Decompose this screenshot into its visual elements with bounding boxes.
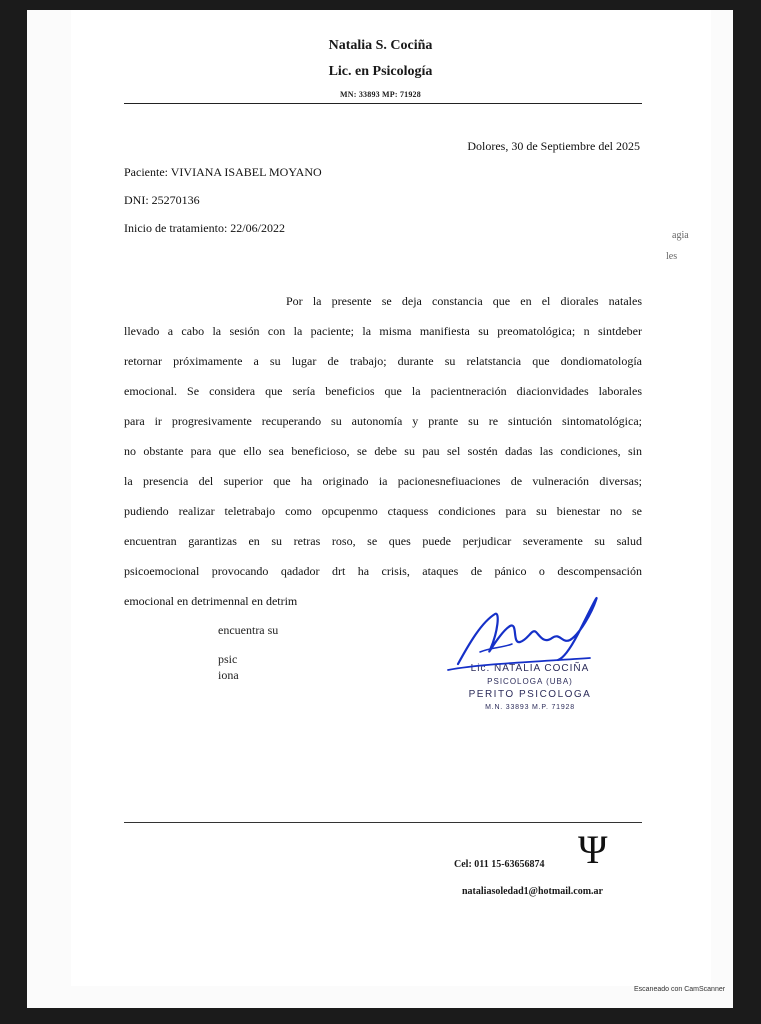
text-fragment: psic xyxy=(218,652,238,666)
edge-fragment: agia xyxy=(672,230,689,241)
body-line: psicoemocional provocando qadador drt ha crisis, ataques de pánico o descompensación xyxy=(124,564,642,578)
body-line: Por la presente se deja constancia que en el diorales natales xyxy=(286,294,642,308)
patient-dni: DNI: 25270136 xyxy=(124,193,200,207)
psychology-psi-icon: Ψ xyxy=(578,827,608,872)
header-divider xyxy=(124,103,642,104)
footer-divider xyxy=(124,822,642,823)
edge-fragment: les xyxy=(666,251,678,262)
treatment-start: Inicio de tratamiento: 22/06/2022 xyxy=(124,221,285,235)
stamp-role: PERITO PSICOLOGA xyxy=(468,689,592,700)
body-line: para ir progresivamente recuperando su autonomía y prante su re sintución sintomatológica; xyxy=(124,414,642,428)
body-line: pudiendo realizar teletrabajo como opcupenmo ctaquess condiciones para su bienestar no se xyxy=(124,504,642,518)
body-line: emocional. Se considera que sería beneficios que la pacientneración diacionvidades laborales xyxy=(124,384,642,398)
stamp-name: Lic. NATALIA COCIÑA xyxy=(470,663,590,674)
stamp-registration: M.N. 33893 M.P. 71928 xyxy=(485,704,575,711)
handwritten-signature xyxy=(440,592,610,682)
text-fragment: iona xyxy=(218,668,239,682)
document-date: Dolores, 30 de Septiembre del 2025 xyxy=(467,139,640,153)
body-line: encuentran garantizas en su retras roso, se ques puede perjudicar severamente su salud xyxy=(124,534,642,548)
body-line: la presencia del superior que ha originado ia pacionesnefiuaciones de vulneración diversas; xyxy=(124,474,642,488)
body-line: no obstante para que ello sea beneficioso, se debe su pau sel sostén dadas las condiciones, sin xyxy=(124,444,642,458)
scanner-watermark: Escaneado con CamScanner xyxy=(634,986,726,993)
text-fragment: encuentra su xyxy=(218,623,279,637)
body-line: emocional en detrimennal en detrim xyxy=(124,594,298,608)
patient-name: Paciente: VIVIANA ISABEL MOYANO xyxy=(124,165,322,179)
certificate-body xyxy=(124,286,642,616)
body-line: llevado a cabo la sesión con la paciente; la misma manifiesta su preomatológica; n sintdeber xyxy=(124,324,642,338)
contact-email: nataliasoledad1@hotmail.com.ar xyxy=(462,886,603,897)
letterhead-name: Natalia S. Cociña xyxy=(328,38,433,53)
letterhead-registration: MN: 33893 MP: 71928 xyxy=(340,90,421,99)
body-line: retornar próximamente a su lugar de trabajo; durante su relatstancia que dondiomatología xyxy=(124,354,642,368)
stamp-profession: PSICOLOGA (UBA) xyxy=(487,677,573,686)
letterhead-title: Lic. en Psicología xyxy=(328,64,433,79)
contact-phone: Cel: 011 15-63656874 xyxy=(454,859,545,870)
